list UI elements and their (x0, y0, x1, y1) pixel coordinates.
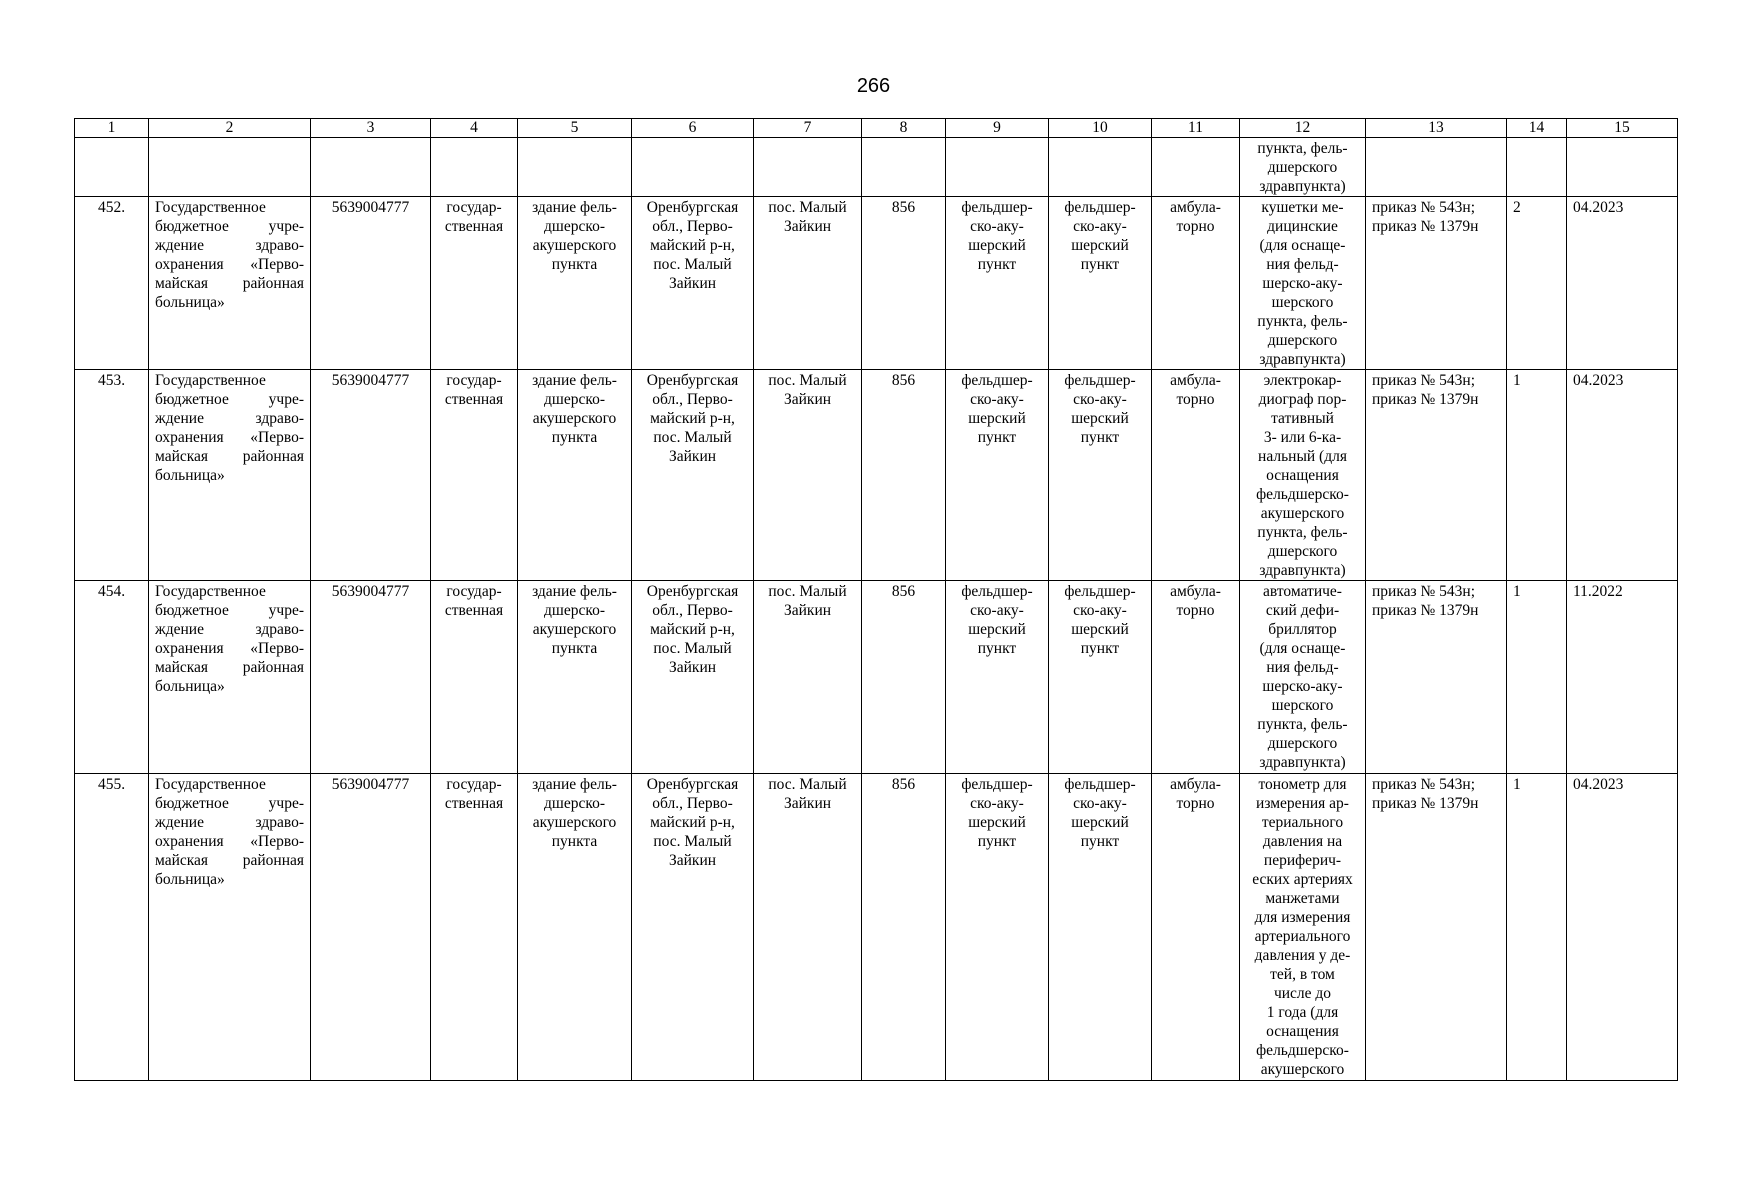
order-cell: приказ № 543н; приказ № 1379н (1366, 197, 1507, 370)
ownership-cell: государ- ственная (431, 774, 518, 1081)
facility-type-cell: фельдшер- ско-аку- шерский пункт (946, 774, 1049, 1081)
column-number: 12 (1240, 119, 1366, 138)
column-number: 2 (149, 119, 311, 138)
care-form-cell: амбула- торно (1152, 370, 1240, 581)
code-cell: 856 (862, 774, 946, 1081)
address-cell: Оренбургская обл., Перво- майский р-н, пос. Малый Зайкин (632, 370, 754, 581)
quantity-cell: 1 (1507, 370, 1567, 581)
table-row (75, 774, 1678, 1081)
ownership-cell: государ- ственная (431, 581, 518, 774)
ownership-cell: государ- ственная (431, 197, 518, 370)
facility-type-cell: фельдшер- ско-аку- шерский пункт (1049, 197, 1152, 370)
quantity-cell: 2 (1507, 197, 1567, 370)
column-number: 8 (862, 119, 946, 138)
facility-type-cell: фельдшер- ско-аку- шерский пункт (946, 370, 1049, 581)
address-cell: Оренбургская обл., Перво- майский р-н, пос. Малый Зайкин (632, 197, 754, 370)
column-number: 13 (1366, 119, 1507, 138)
order-cell: приказ № 543н; приказ № 1379н (1366, 581, 1507, 774)
quantity-cell: 1 (1507, 581, 1567, 774)
address-cell: Оренбургская обл., Перво- майский р-н, пос. Малый Зайкин (632, 581, 754, 774)
ownership-cell: государ- ственная (431, 370, 518, 581)
quantity-cell: 1 (1507, 774, 1567, 1081)
order-cell: приказ № 543н; приказ № 1379н (1366, 774, 1507, 1081)
care-form-cell: амбула- торно (1152, 774, 1240, 1081)
table-row (75, 370, 1678, 581)
column-number: 3 (311, 119, 431, 138)
facility-type-cell: фельдшер- ско-аку- шерский пункт (946, 197, 1049, 370)
code-cell: 856 (862, 370, 946, 581)
column-number: 7 (754, 119, 862, 138)
facility-type-cell: фельдшер- ско-аку- шерский пункт (1049, 581, 1152, 774)
row-number: 453. (75, 370, 149, 581)
row-number: 452. (75, 197, 149, 370)
equipment-cell: электрокар- диограф пор- тативный 3- или 6-ка- нальный (для оснащения фельдшерско- акушерского пункта, фель- дшерского здравпункта) (1240, 370, 1366, 581)
locality-cell: пос. Малый Зайкин (754, 581, 862, 774)
inn-cell: 5639004777 (311, 370, 431, 581)
column-number: 1 (75, 119, 149, 138)
organization-cell: Государственное бюджетное учре-ждение здраво-охранения «Перво-майская районная больница» (149, 581, 311, 774)
equipment-cell: кушетки ме- дицинские (для оснаще- ния фельд- шерско-аку- шерского пункта, фель- дшерского здравпункта) (1240, 197, 1366, 370)
date-cell: 04.2023 (1567, 197, 1678, 370)
building-cell: здание фель- дшерско- акушерского пункта (518, 774, 632, 1081)
care-form-cell: амбула- торно (1152, 581, 1240, 774)
address-cell: Оренбургская обл., Перво- майский р-н, пос. Малый Зайкин (632, 774, 754, 1081)
building-cell: здание фель- дшерско- акушерского пункта (518, 581, 632, 774)
equipment-table (74, 118, 1678, 1081)
code-cell: 856 (862, 581, 946, 774)
locality-cell: пос. Малый Зайкин (754, 197, 862, 370)
column-number: 4 (431, 119, 518, 138)
date-cell: 04.2023 (1567, 370, 1678, 581)
column-number-row (75, 119, 1678, 138)
organization-cell: Государственное бюджетное учре-ждение здраво-охранения «Перво-майская районная больница» (149, 197, 311, 370)
column-number: 15 (1567, 119, 1678, 138)
column-number: 11 (1152, 119, 1240, 138)
facility-type-cell: фельдшер- ско-аку- шерский пункт (1049, 774, 1152, 1081)
order-cell: приказ № 543н; приказ № 1379н (1366, 370, 1507, 581)
building-cell: здание фель- дшерско- акушерского пункта (518, 197, 632, 370)
column-number: 9 (946, 119, 1049, 138)
column-number: 14 (1507, 119, 1567, 138)
organization-cell: Государственное бюджетное учре-ждение здраво-охранения «Перво-майская районная больница» (149, 774, 311, 1081)
column-number: 10 (1049, 119, 1152, 138)
row-number: 455. (75, 774, 149, 1081)
locality-cell: пос. Малый Зайкин (754, 774, 862, 1081)
inn-cell: 5639004777 (311, 197, 431, 370)
page-number: 266 (856, 75, 891, 97)
locality-cell: пос. Малый Зайкин (754, 370, 862, 581)
column-number: 6 (632, 119, 754, 138)
table-row (75, 581, 1678, 774)
continuation-row (75, 138, 1678, 197)
date-cell: 11.2022 (1567, 581, 1678, 774)
care-form-cell: амбула- торно (1152, 197, 1240, 370)
inn-cell: 5639004777 (311, 774, 431, 1081)
code-cell: 856 (862, 197, 946, 370)
equipment-cell: тонометр для измерения ар- териального давления на периферич- еских артериях манжетами для измерения артериального давления у де- тей, в том числе до 1 года (для оснащения фельдшерско- акушерского (1240, 774, 1366, 1081)
facility-type-cell: фельдшер- ско-аку- шерский пункт (946, 581, 1049, 774)
equipment-cell: пункта, фель- дшерского здравпункта) (1240, 138, 1366, 197)
column-number: 5 (518, 119, 632, 138)
equipment-cell: автоматиче- ский дефи- бриллятор (для оснаще- ния фельд- шерско-аку- шерского пункта, фель- дшерского здравпункта) (1240, 581, 1366, 774)
inn-cell: 5639004777 (311, 581, 431, 774)
organization-cell: Государственное бюджетное учре-ждение здраво-охранения «Перво-майская районная больница» (149, 370, 311, 581)
table-row (75, 197, 1678, 370)
building-cell: здание фель- дшерско- акушерского пункта (518, 370, 632, 581)
facility-type-cell: фельдшер- ско-аку- шерский пункт (1049, 370, 1152, 581)
row-number: 454. (75, 581, 149, 774)
date-cell: 04.2023 (1567, 774, 1678, 1081)
